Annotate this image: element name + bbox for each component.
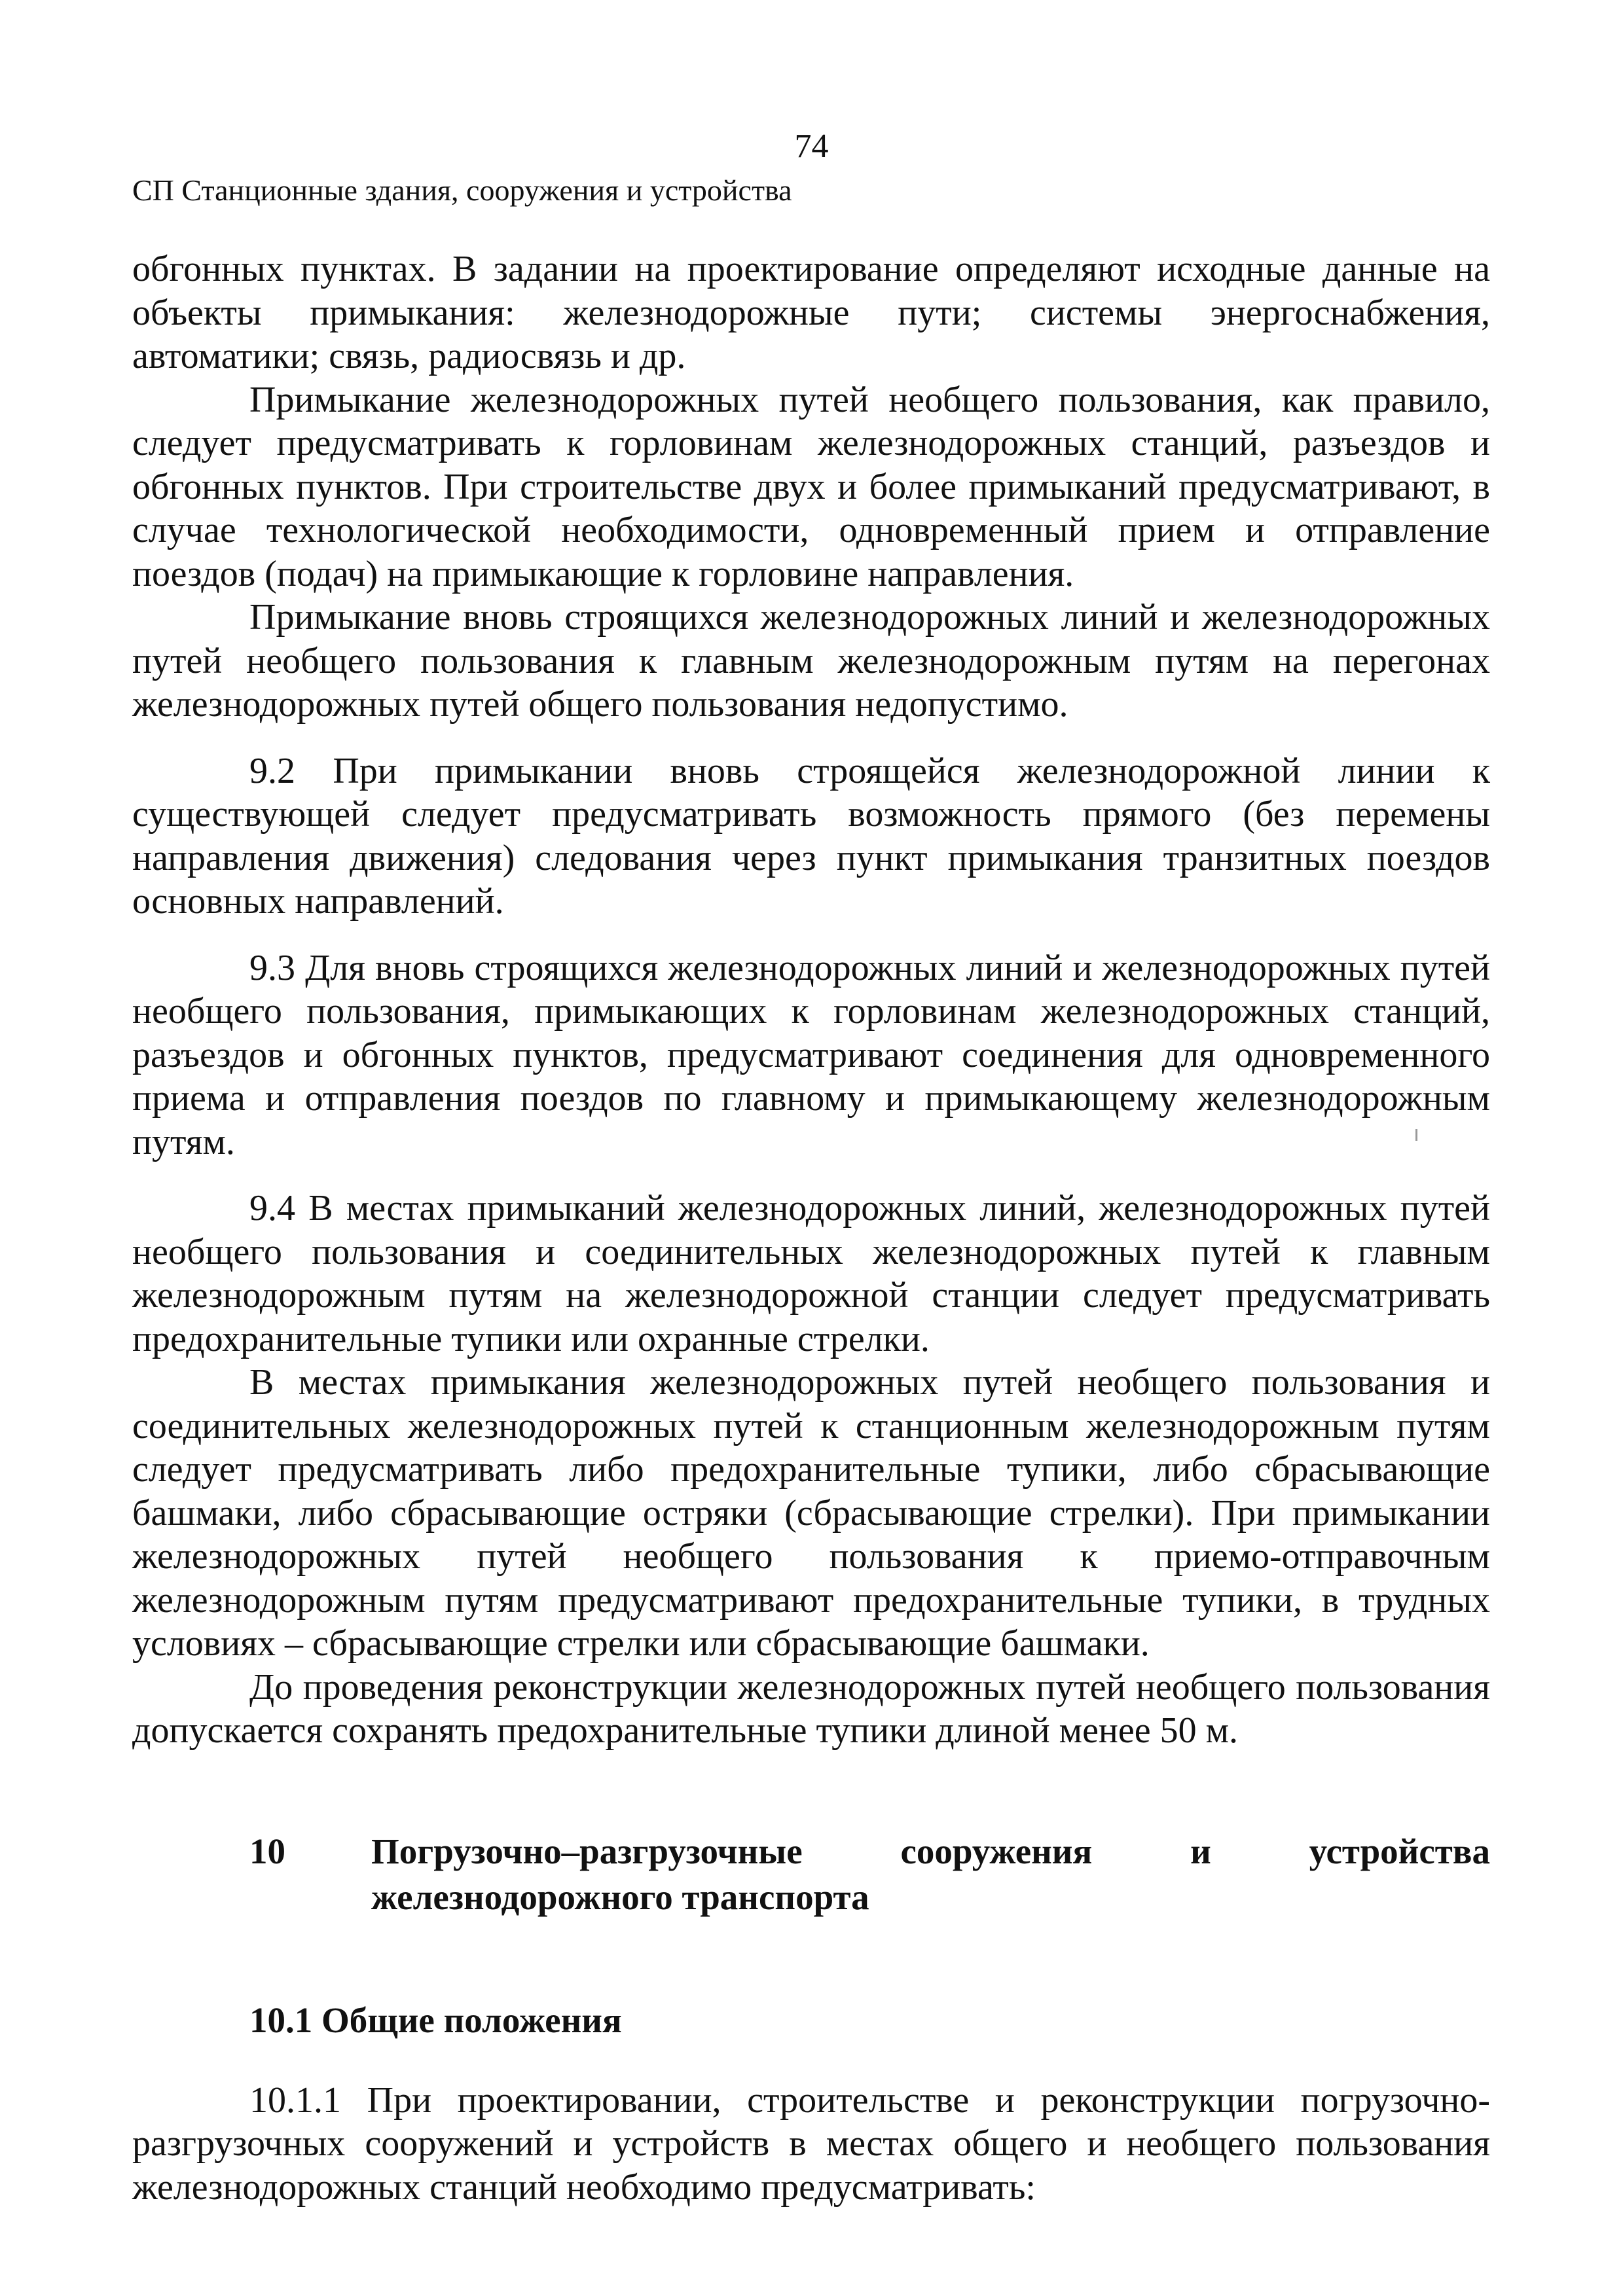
paragraph-safety-dead-ends: В местах примыкания железнодорожных путей необщего пользования и соединительных железнодорожных путей к станционным железнодорожным путям следует предусматривать либо предохранительные тупики, либо сбрасывающие башмаки, либо сбрасывающие остряки (сбрасывающие стрелки). При примыкании железнодорожных путей необщего пользования к приемо-отправочным железнодорожным путям предусматривают предохранительные тупики, в трудных условиях – сбрасывающие стрелки или сбрасывающие башмаки. [132,1362,1490,1664]
clause-9-3: 9.3 Для вновь строящихся железнодорожных линий и железнодорожных путей необщего пользования, примыкающих к горловинам железнодорожных станций, разъездов и обгонных пунктов, предусматривают соединения для одновременного приема и отправления поездов по главному и примыкающему железнодорожным путям. [132,947,1490,1162]
clause-9-4: 9.4 В местах примыканий железнодорожных линий, железнодорожных путей необщего пользования и соединительных железнодорожных путей к главным железнодорожным путям на железнодорожной станции следует предусматривать предохранительные тупики или охранные стрелки. [132,1188,1490,1359]
section-title [371,1829,1490,1920]
subsection-heading: 10.1 Общие положения [249,2000,622,2040]
section-title-line-1: Погрузочно–разгрузочные сооружения и устройства [371,1831,1490,1871]
section-number: 10 [249,1831,285,1871]
page-number: 74 [794,128,829,165]
clause-9-2: 9.2 При примыкании вновь строящейся железнодорожной линии к существующей следует предусматривать возможность прямого (без перемены направления движения) следования через пункт примыкания транзитных поездов основных направлений. [132,750,1490,922]
body-text [132,247,1490,2209]
paragraph-junction-prohibition: Примыкание вновь строящихся железнодорожных линий и железнодорожных путей необщего пользования к главным железнодорожным путям на перегонах железнодорожных путей общего пользования недопустимо. [132,597,1490,725]
paragraph-reconstruction: До проведения реконструкции железнодорожных путей необщего пользования допускается сохранять предохранительные тупики длиной менее 50 м. [132,1666,1490,1751]
section-title-line-2: железнодорожного транспорта [371,1876,869,1917]
paragraph-continuation: обгонных пунктах. В задании на проектирование определяют исходные данные на объекты примыкания: железнодорожные пути; системы энергоснабжения, автоматики; связь, радиосвязь и др. [132,249,1490,376]
paragraph-junction-placement: Примыкание железнодорожных путей необщего пользования, как правило, следует предусматривать к горловинам железнодорожных станций, разъездов и обгонных пунктов. При строительстве двух и более примыканий предусматривают, в случае технологической необходимости, одновременный прием и отправление поездов (подач) на примыкающие к горловине направления. [132,379,1490,594]
section-heading [132,1829,1490,1920]
scan-artifact [1415,1129,1417,1141]
running-header: СП Станционные здания, сооружения и устройства [132,173,792,207]
clause-10-1-1: 10.1.1 При проектировании, строительстве и реконструкции погрузочно-разгрузочных сооружений и устройств в местах общего и необщего пользования железнодорожных станций необходимо предусматривать: [132,2079,1490,2208]
